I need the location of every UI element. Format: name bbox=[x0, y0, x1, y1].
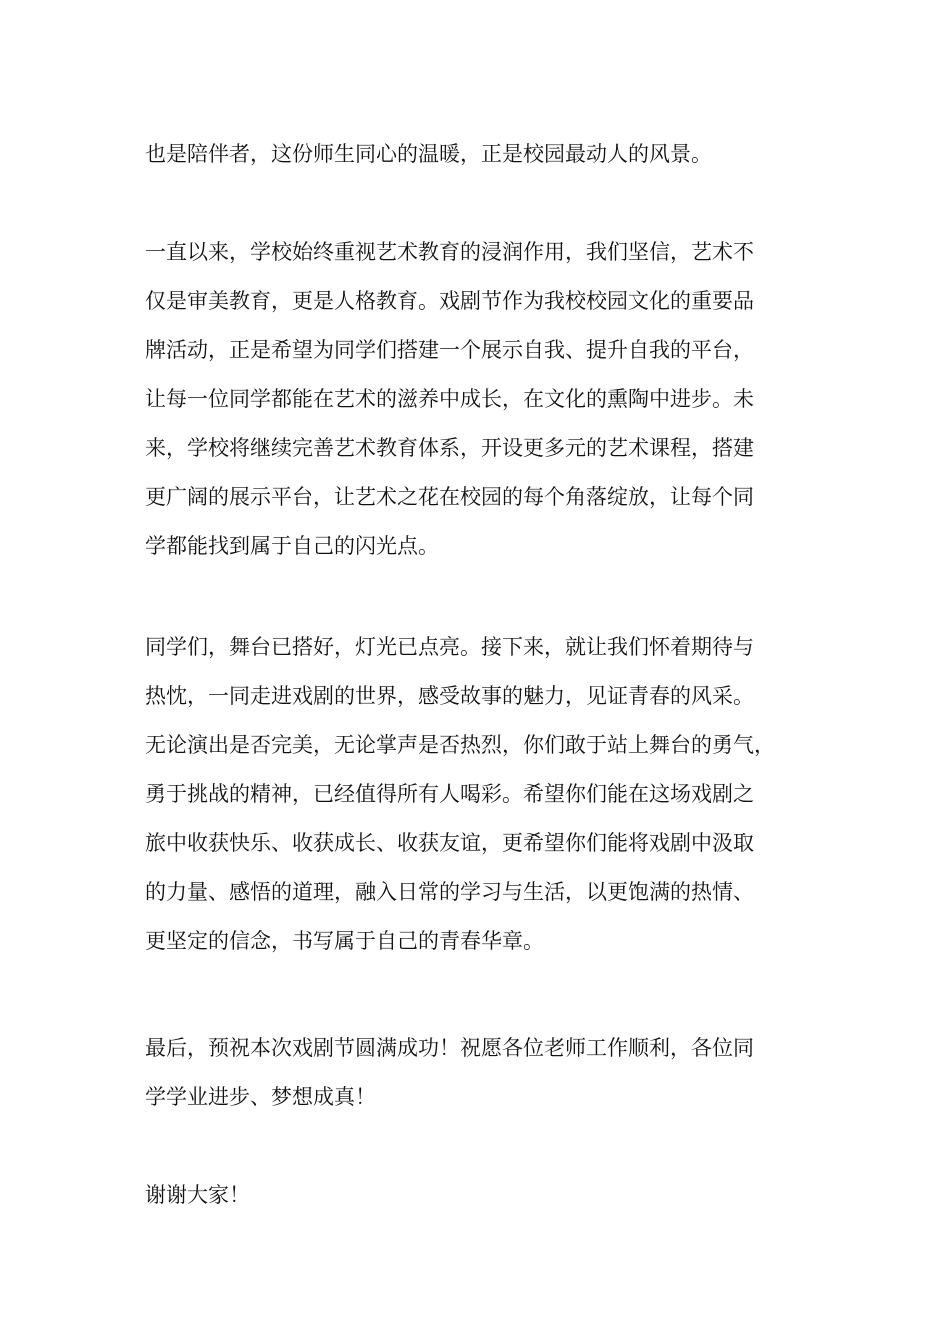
paragraph-5-line-1: 谢谢大家！ bbox=[145, 1183, 250, 1207]
paragraph-4-line-2: 学学业进步、梦想成真！ bbox=[145, 1085, 376, 1109]
paragraph-3-line-6: 的力量、感悟的道理，融入日常的学习与生活，以更饱满的热情、 bbox=[145, 880, 754, 904]
paragraph-1-line-1: 也是陪伴者，这份师生同心的温暖，正是校园最动人的风景。 bbox=[145, 142, 712, 166]
paragraph-2-line-2: 仅是审美教育，更是人格教育。戏剧节作为我校校园文化的重要品 bbox=[145, 289, 754, 313]
paragraph-3-line-3: 无论演出是否完美，无论掌声是否热烈，你们敢于站上舞台的勇气， bbox=[145, 733, 775, 757]
paragraph-2-line-1: 一直以来，学校始终重视艺术教育的浸润作用，我们坚信，艺术不 bbox=[145, 240, 754, 264]
paragraph-2-line-5: 来，学校将继续完善艺术教育体系，开设更多元的艺术课程，搭建 bbox=[145, 436, 754, 460]
paragraph-2-line-3: 牌活动，正是希望为同学们搭建一个展示自我、提升自我的平台， bbox=[145, 338, 754, 362]
paragraph-4-line-1: 最后，预祝本次戏剧节圆满成功！祝愿各位老师工作顺利，各位同 bbox=[145, 1036, 754, 1060]
paragraph-3-line-1: 同学们，舞台已搭好，灯光已点亮。接下来，就让我们怀着期待与 bbox=[145, 635, 754, 659]
paragraph-2-line-6: 更广阔的展示平台，让艺术之花在校园的每个角落绽放，让每个同 bbox=[145, 485, 754, 509]
paragraph-3-line-5: 旅中收获快乐、收获成长、收获友谊，更希望你们能将戏剧中汲取 bbox=[145, 831, 754, 855]
paragraph-2-line-4: 让每一位同学都能在艺术的滋养中成长，在文化的熏陶中进步。未 bbox=[145, 387, 754, 411]
paragraph-2-line-7: 学都能找到属于自己的闪光点。 bbox=[145, 534, 439, 558]
paragraph-3-line-7: 更坚定的信念，书写属于自己的青春华章。 bbox=[145, 929, 544, 953]
paragraph-3-line-2: 热忱，一同走进戏剧的世界，感受故事的魅力，见证青春的风采。 bbox=[145, 684, 754, 708]
paragraph-3-line-4: 勇于挑战的精神，已经值得所有人喝彩。希望你们能在这场戏剧之 bbox=[145, 782, 754, 806]
